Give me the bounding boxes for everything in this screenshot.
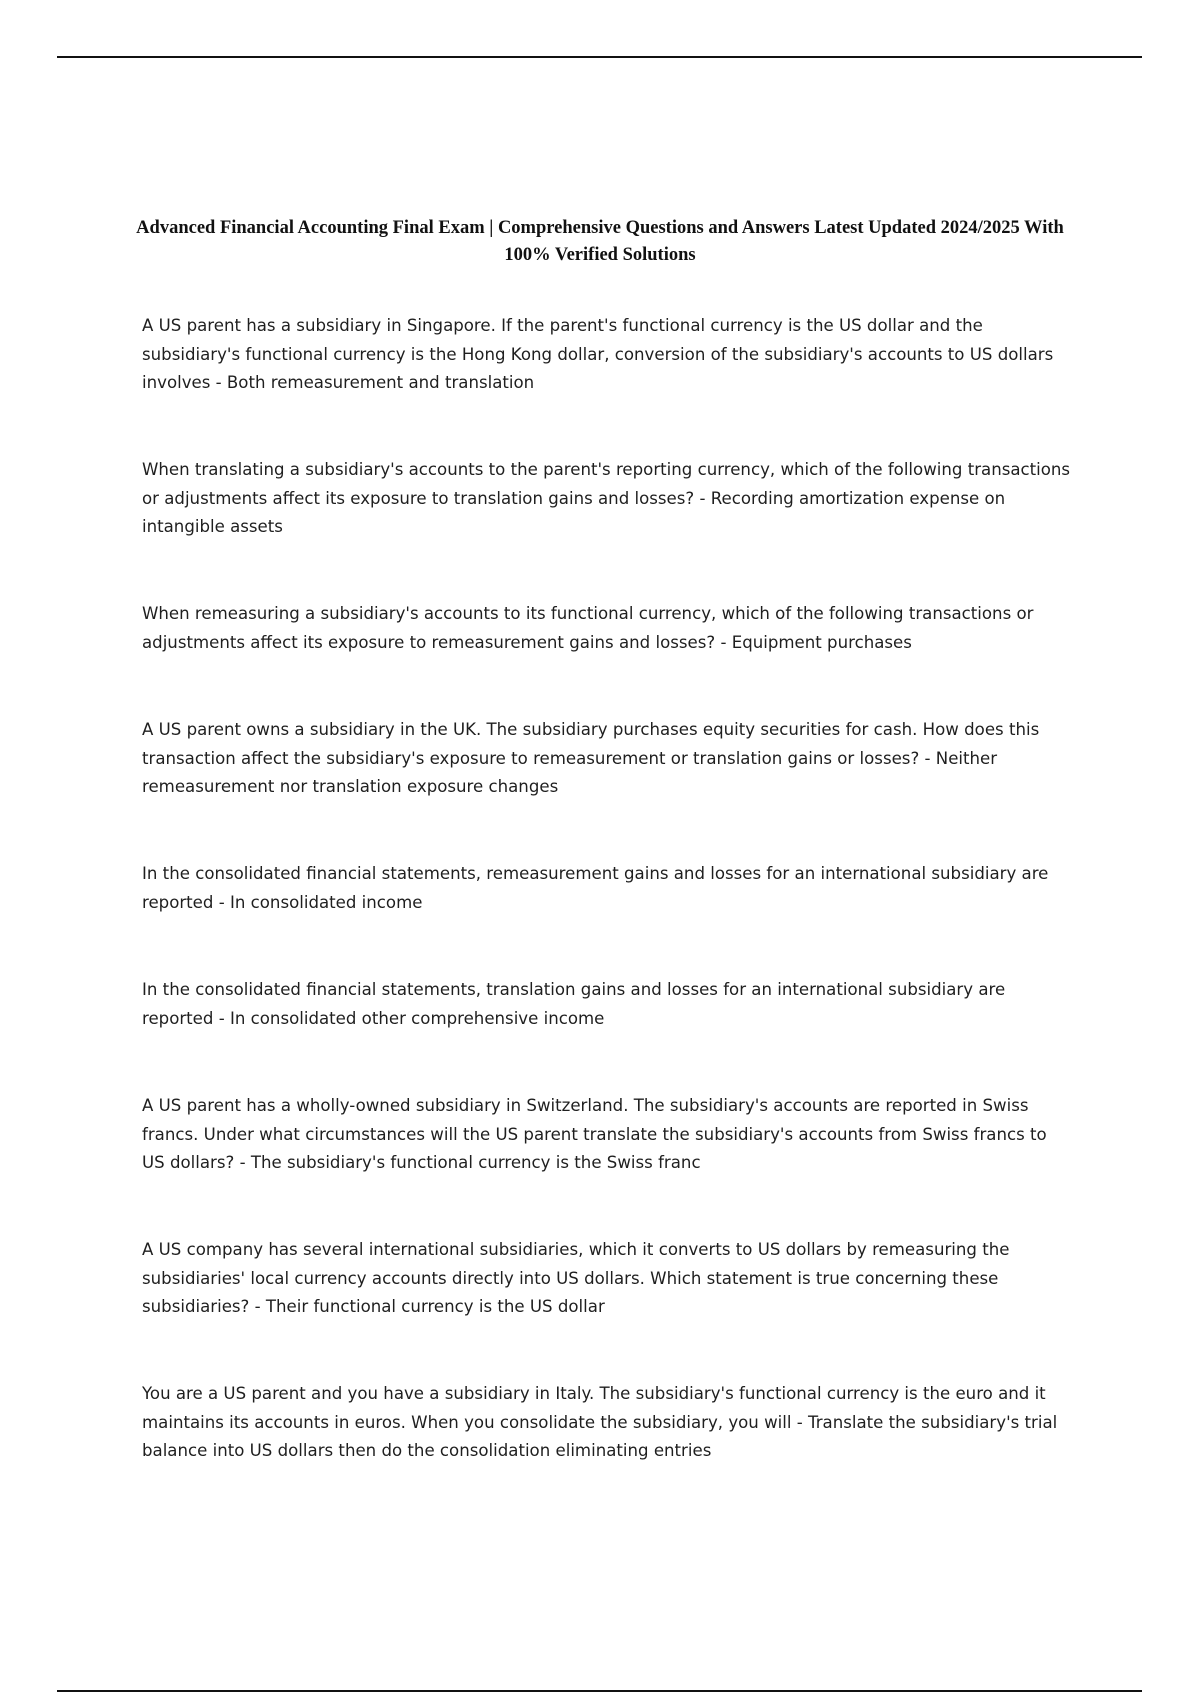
qa-item-6: In the consolidated financial statements, translation gains and losses for an international subsidiary are reported - In consolidated other comprehensive income [142, 980, 1006, 1028]
qa-item-3: When remeasuring a subsidiary's accounts to its functional currency, which of the following transactions or adjustments affect its exposure to remeasurement gains and losses? - Equipment purchases [142, 604, 1034, 652]
qa-item-7: A US parent has a wholly-owned subsidiary in Switzerland. The subsidiary's accounts are reported in Swiss francs. Under what circumstances will the US parent translate the subsidiary's accounts from Swiss francs to US dollars? - The subsidiary's functional currency is the Swiss franc [142, 1096, 1047, 1172]
qa-item-9: You are a US parent and you have a subsidiary in Italy. The subsidiary's functional currency is the euro and it maintains its accounts in euros. When you consolidate the subsidiary, you will - Translate the subsidiary's trial balance into US dollars then do the consolidation eliminating entries [142, 1384, 1058, 1460]
qa-item-1: A US parent has a subsidiary in Singapore. If the parent's functional currency is the US dollar and the subsidiary's functional currency is the Hong Kong dollar, conversion of the subsidiary's accounts to US dollars involves - Both remeasurement and translation [142, 316, 1054, 392]
bottom-rule [57, 1690, 1142, 1692]
qa-item-8: A US company has several international subsidiaries, which it converts to US dollars by remeasuring the subsidiaries' local currency accounts directly into US dollars. Which statement is true concerning these subsidiaries? - Their functional currency is the US dollar [142, 1240, 1010, 1316]
qa-item-4: A US parent owns a subsidiary in the UK. The subsidiary purchases equity securities for cash. How does this transaction affect the subsidiary's exposure to remeasurement or translation gains or losses? - Neither remeasurement nor translation exposure changes [142, 720, 1040, 796]
document-title: Advanced Financial Accounting Final Exam | Comprehensive Questions and Answers Latest Updated 2024/2025 With 100% Verified Solutions [136, 218, 1064, 265]
qa-item-2: When translating a subsidiary's accounts to the parent's reporting currency, which of the following transactions or adjustments affect its exposure to translation gains and losses? - Recording amortization expense on intangible assets [142, 460, 1071, 536]
top-rule [57, 56, 1142, 58]
qa-item-5: In the consolidated financial statements, remeasurement gains and losses for an international subsidiary are reported - In consolidated income [142, 864, 1049, 912]
